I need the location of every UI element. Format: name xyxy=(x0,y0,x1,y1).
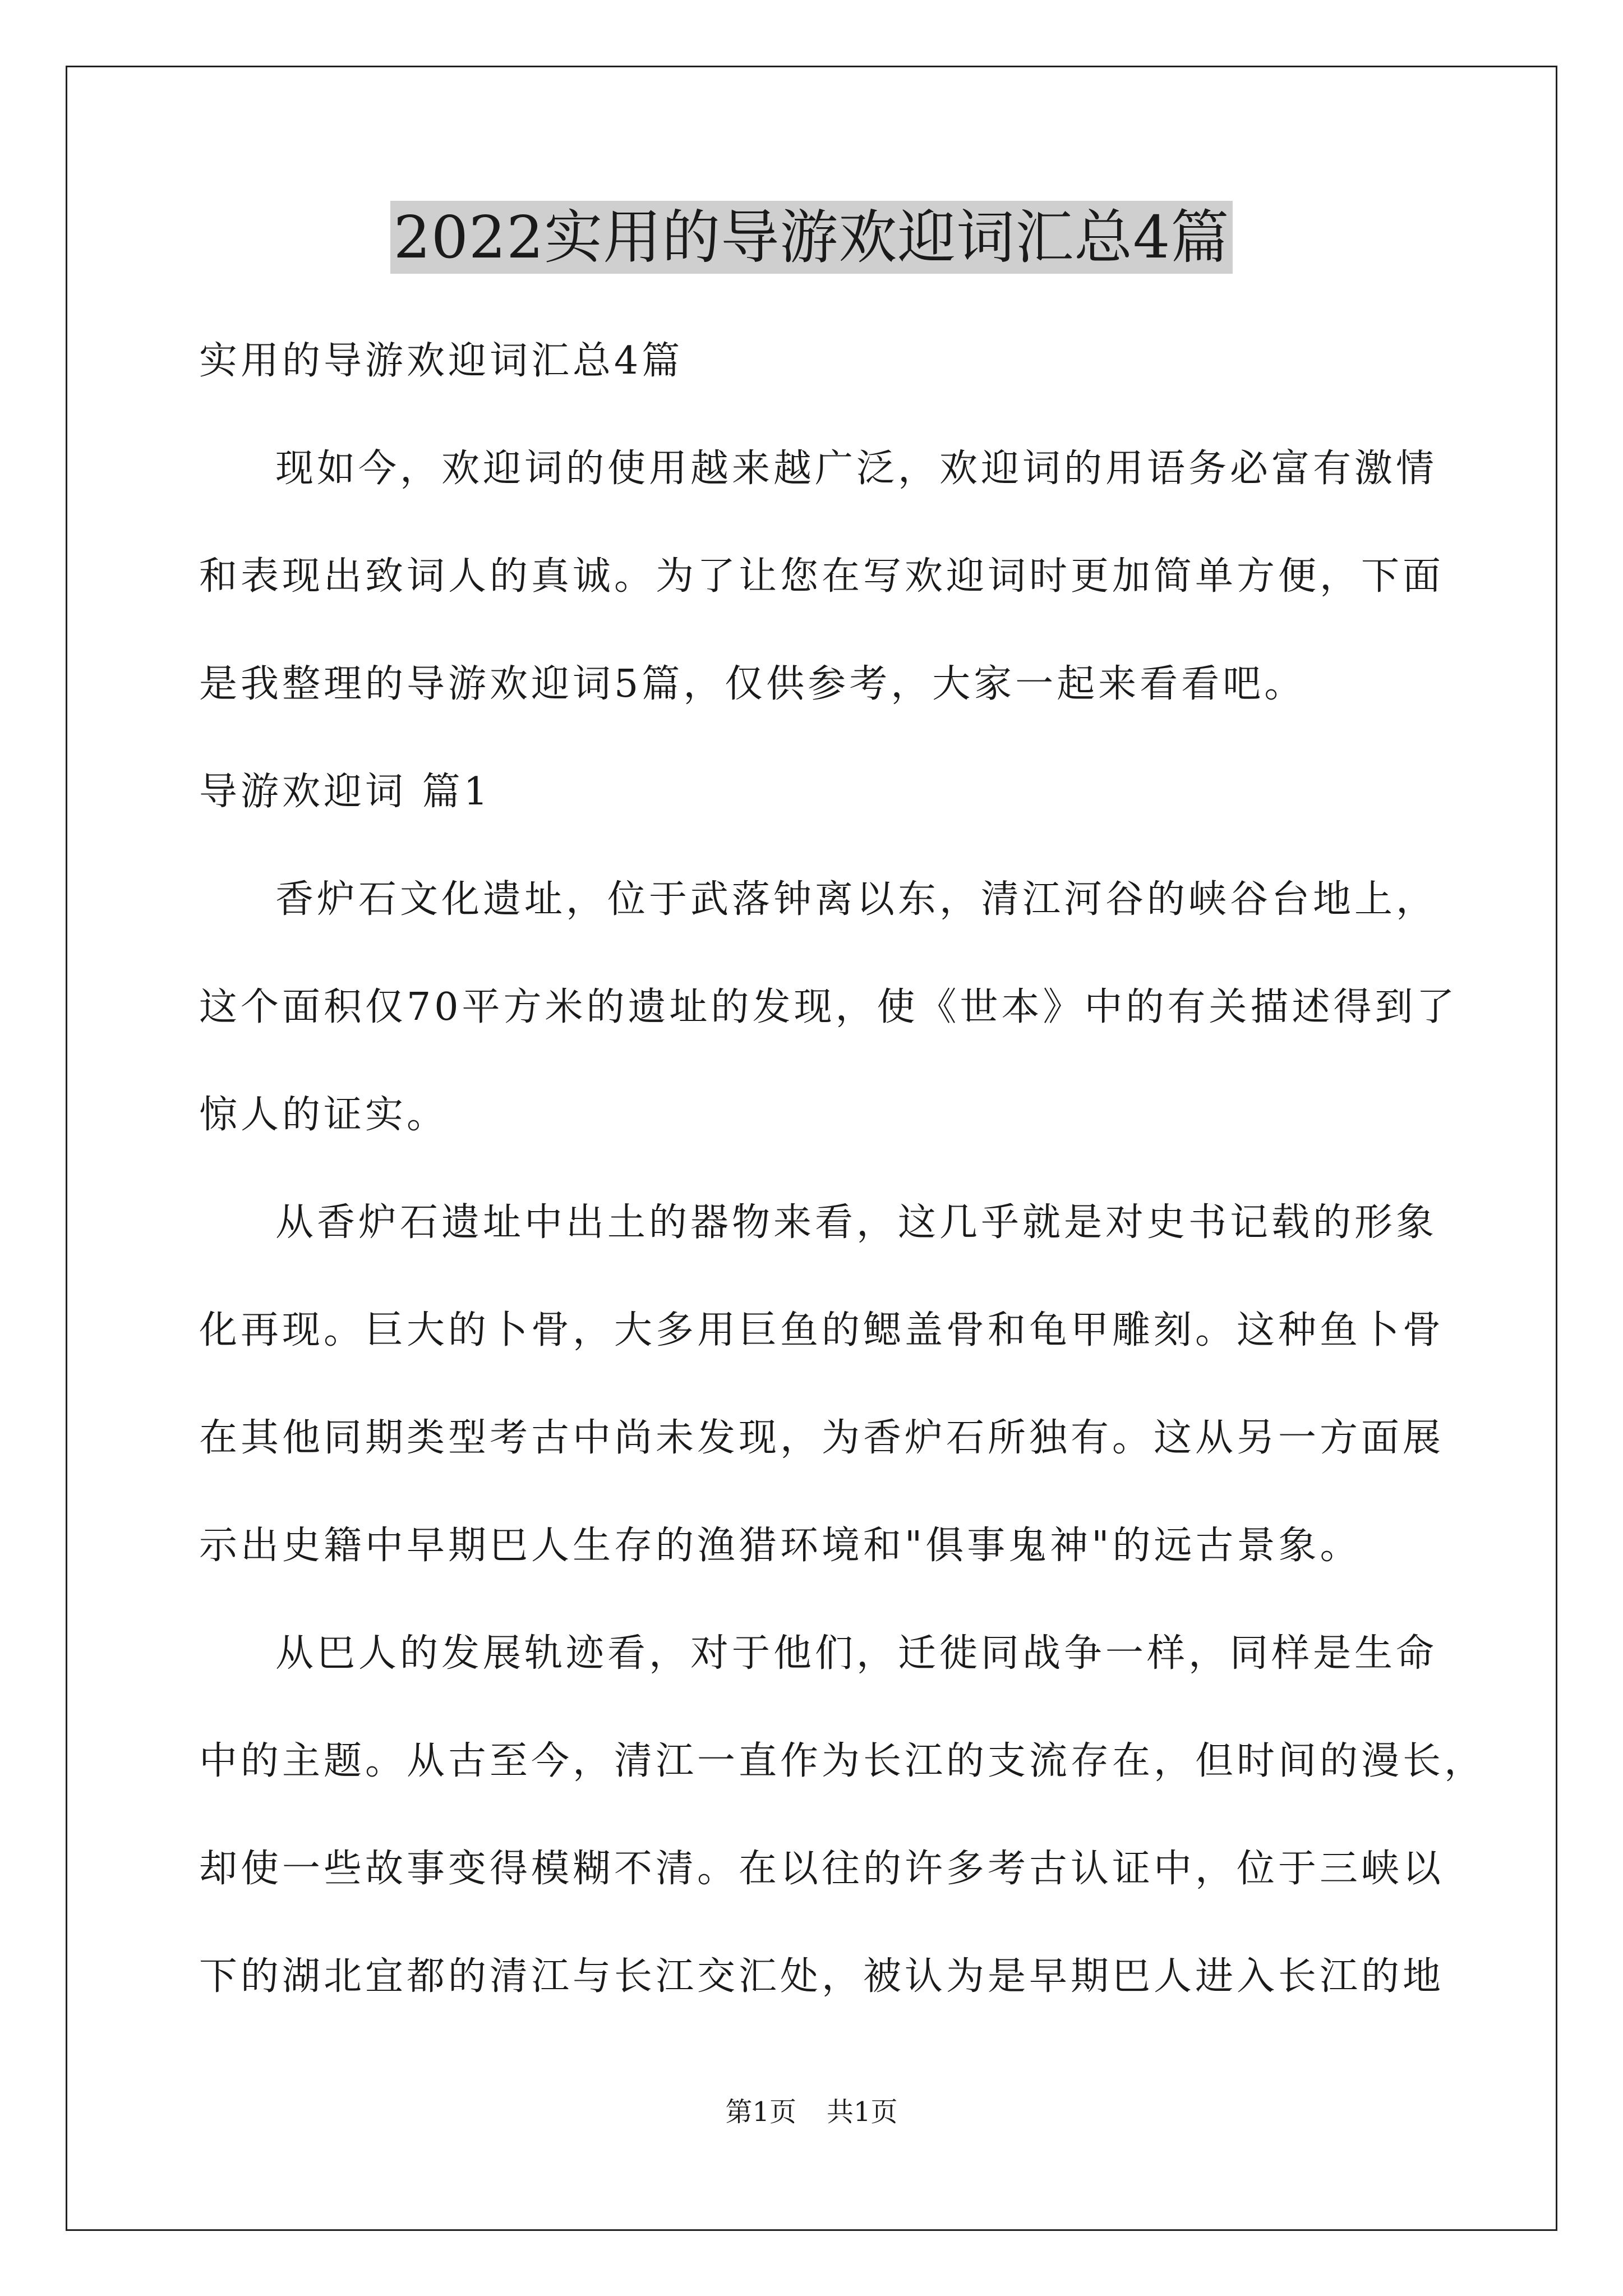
document-title: 2022实用的导游欢迎词汇总4篇 xyxy=(390,201,1233,274)
document-body xyxy=(199,307,1486,2031)
paragraph-line: 惊人的证实。 xyxy=(199,1093,449,1137)
page-footer xyxy=(0,2095,1623,2129)
subtitle: 实用的导游欢迎词汇总4篇 xyxy=(199,339,684,383)
paragraph-line: 中的主题。从古至今，清江一直作为长江的支流存在，但时间的漫长， xyxy=(199,1739,1486,1783)
paragraph-line: 示出史籍中早期巴人生存的渔猎环境和"俱事鬼神"的远古景象。 xyxy=(199,1524,1362,1568)
paragraph-line: 现如今，欢迎词的使用越来越广泛，欢迎词的用语务必富有激情 xyxy=(275,447,1438,491)
paragraph-line: 下的湖北宜都的清江与长江交汇处，被认为是早期巴人进入长江的地 xyxy=(199,1954,1445,1999)
paragraph-line: 化再现。巨大的卜骨，大多用巨鱼的鳃盖骨和龟甲雕刻。这种鱼卜骨 xyxy=(199,1308,1445,1352)
paragraph-line: 这个面积仅70平方米的遗址的发现，使《世本》中的有关描述得到了 xyxy=(199,985,1458,1029)
section-heading: 导游欢迎词 篇1 xyxy=(199,770,491,814)
paragraph-line: 却使一些故事变得模糊不清。在以往的许多考古认证中，位于三峡以 xyxy=(199,1847,1445,1891)
paragraph-line: 香炉石文化遗址，位于武落钟离以东，清江河谷的峡谷台地上， xyxy=(275,877,1438,922)
paragraph-line: 在其他同期类型考古中尚未发现，为香炉石所独有。这从另一方面展 xyxy=(199,1416,1445,1460)
page-number-current: 第1页 xyxy=(725,2096,796,2128)
paragraph-line: 和表现出致词人的真诚。为了让您在写欢迎词时更加简单方便，下面 xyxy=(199,554,1445,599)
paragraph-line: 从香炉石遗址中出土的器物来看，这几乎就是对史书记载的形象 xyxy=(275,1200,1438,1245)
title-container xyxy=(0,201,1623,274)
page-number-total: 共1页 xyxy=(827,2096,898,2128)
paragraph-line: 是我整理的导游欢迎词5篇，仅供参考，大家一起来看看吧。 xyxy=(199,662,1306,706)
paragraph-line: 从巴人的发展轨迹看，对于他们，迁徙同战争一样，同样是生命 xyxy=(275,1631,1438,1676)
